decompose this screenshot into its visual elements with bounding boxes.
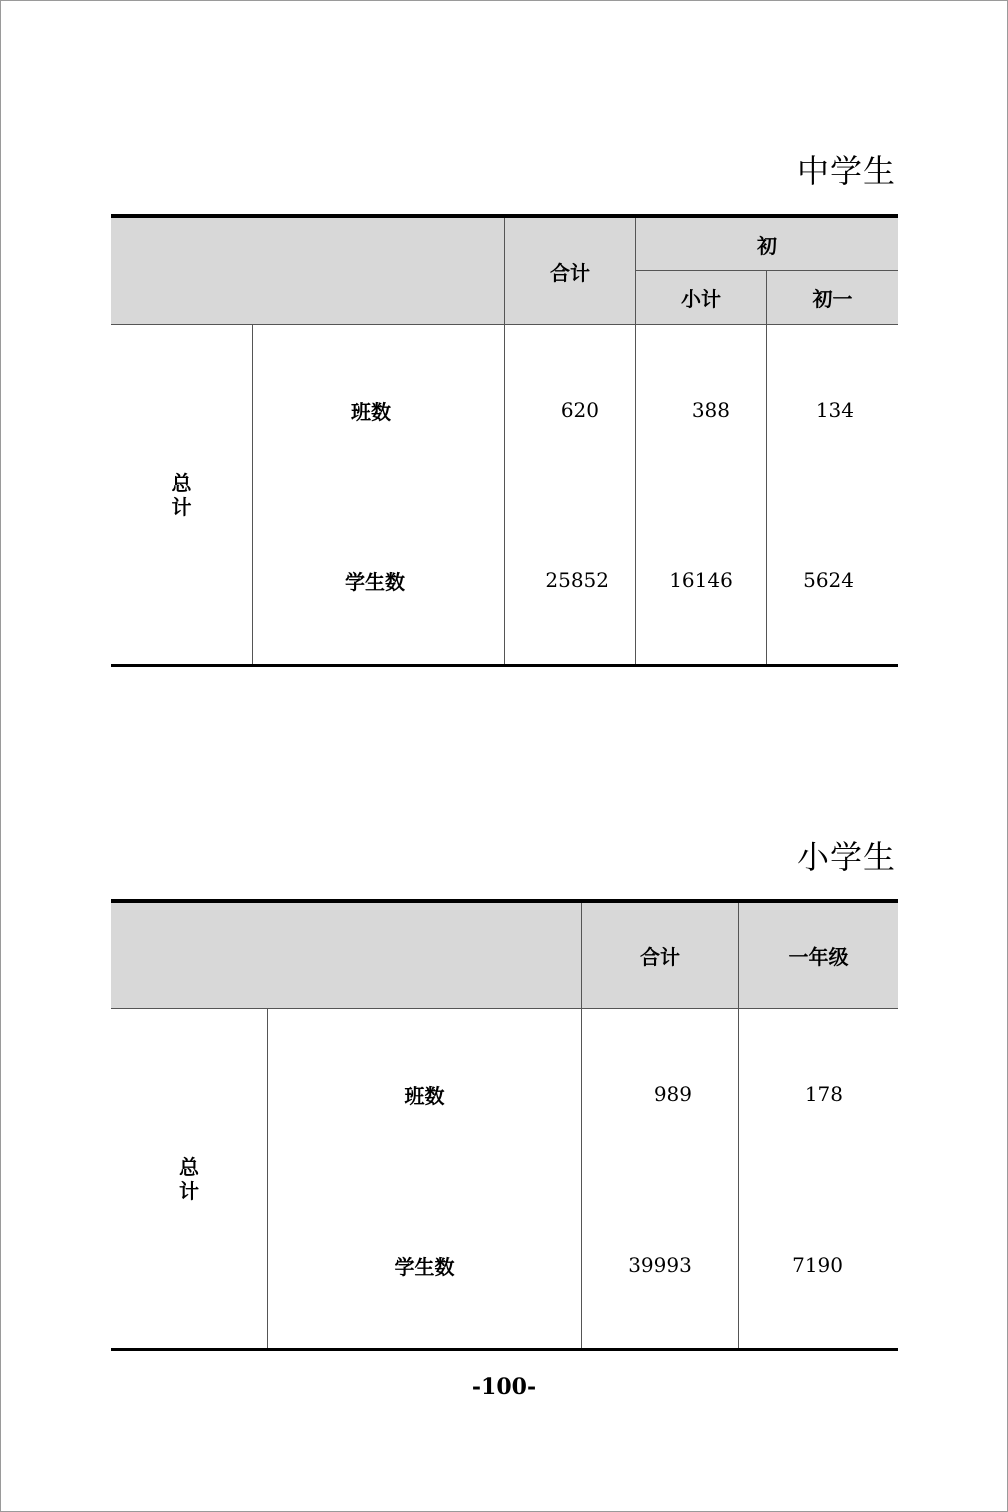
middle-school-table [111,214,898,668]
row-label: 学生数 [394,1254,455,1279]
page-number: -100- [471,1374,537,1400]
cell-total: 620 [560,398,599,422]
row-label [253,390,504,430]
cell-grade1: 7190 [792,1253,843,1277]
row-group-text: 总计 [179,1154,199,1203]
row-label-text: 学生数 [345,569,405,594]
col-divider [252,325,253,664]
bottom-rule [111,664,898,667]
header-grade1: 一年级 [788,945,849,969]
middle-school-title: 中学生 [796,152,896,190]
cell-total: 989 [653,1082,692,1106]
cell-subtotal: 388 [691,398,730,422]
row-label-text: 班数 [351,399,391,424]
header-subtotal: 小计 [681,287,721,311]
col-divider [766,271,767,664]
header-total: 合计 [640,945,680,969]
row-group-label [111,1009,267,1348]
primary-school-title: 小学生 [796,838,896,876]
row-group-label [111,325,252,664]
cell-total: 25852 [545,568,609,592]
cell-subtotal: 16146 [669,568,733,592]
bottom-rule [111,1348,898,1351]
header-total: 合计 [550,260,590,285]
cell-grade1: 134 [815,398,854,422]
row-label [253,560,504,600]
cell-grade1: 178 [804,1082,843,1106]
header-group-chu: 初 [757,233,777,258]
row-label: 班数 [404,1083,445,1108]
col-divider [267,1009,268,1348]
cell-grade1: 5624 [803,568,854,592]
primary-school-table [111,899,898,1353]
cell-total: 39993 [628,1253,692,1277]
header-grade1: 初一 [812,287,853,311]
row-group-text: 总计 [171,470,192,519]
